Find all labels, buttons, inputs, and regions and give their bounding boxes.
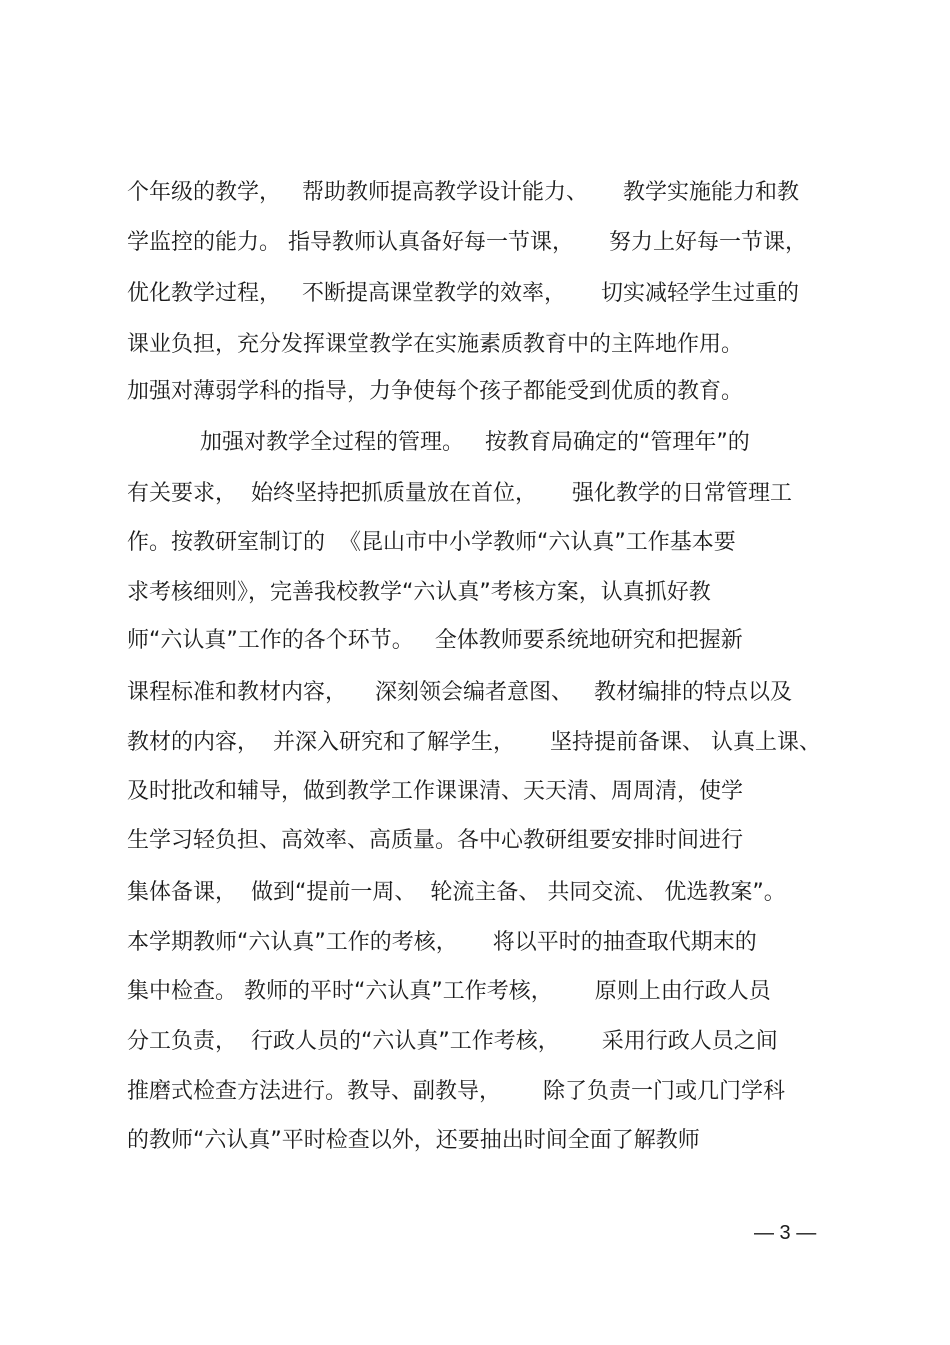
body-line-14: 生学习轻负担、高效率、高质量。各中心教研组要安排时间进行 (127, 828, 744, 853)
body-line-18: 分工负责， 行政人员的“六认真”工作考核， 采用行政人员之间 (127, 1029, 778, 1054)
body-line-1: 个年级的教学， 帮助教师提高教学设计能力、 教学实施能力和教 (127, 180, 799, 205)
body-line-10: 师“六认真”工作的各个环节。 全体教师要系统地研究和把握新 (127, 628, 743, 653)
body-line-17: 集中检查。 教师的平时“六认真”工作考核， 原则上由行政人员 (127, 979, 771, 1004)
body-line-3: 优化教学过程， 不断提高课堂教学的效率， 切实减轻学生过重的 (127, 281, 799, 306)
body-line-5: 加强对薄弱学科的指导，力争使每个孩子都能受到优质的教育。 (127, 379, 744, 404)
body-line-13: 及时批改和辅导，做到教学工作课课清、天天清、周周清，使学 (127, 779, 744, 804)
body-line-16: 本学期教师“六认真”工作的考核， 将以平时的抽查取代期末的 (127, 930, 757, 955)
body-line-12: 教材的内容， 并深入研究和了解学生， 坚持提前备课、 认真上课、 (127, 730, 821, 755)
body-line-2: 学监控的能力。 指导教师认真备好每一节课， 努力上好每一节课， (127, 230, 807, 255)
body-line-11: 课程标准和教材内容， 深刻领会编者意图、 教材编排的特点以及 (127, 680, 792, 705)
body-line-19: 推磨式检查方法进行。教导、副教导， 除了负责一门或几门学科 (127, 1079, 785, 1104)
body-line-6: 加强对教学全过程的管理。 按教育局确定的“管理年”的 (200, 430, 750, 455)
body-line-4: 课业负担，充分发挥课堂教学在实施素质教育中的主阵地作用。 (127, 332, 744, 357)
body-line-8: 作。按教研室制订的 《昆山市中小学教师“六认真”工作基本要 (127, 530, 736, 555)
body-line-15: 集体备课， 做到“提前一周、 轮流主备、 共同交流、 优选教案”。 (127, 880, 786, 905)
body-line-20: 的教师“六认真”平时检查以外，还要抽出时间全面了解教师 (127, 1128, 700, 1153)
body-line-7: 有关要求， 始终坚持把抓质量放在首位， 强化教学的日常管理工 (127, 481, 792, 506)
page-number: — 3 — (754, 1222, 817, 1244)
body-line-9: 求考核细则》，完善我校教学“六认真”考核方案，认真抓好教 (127, 580, 711, 605)
